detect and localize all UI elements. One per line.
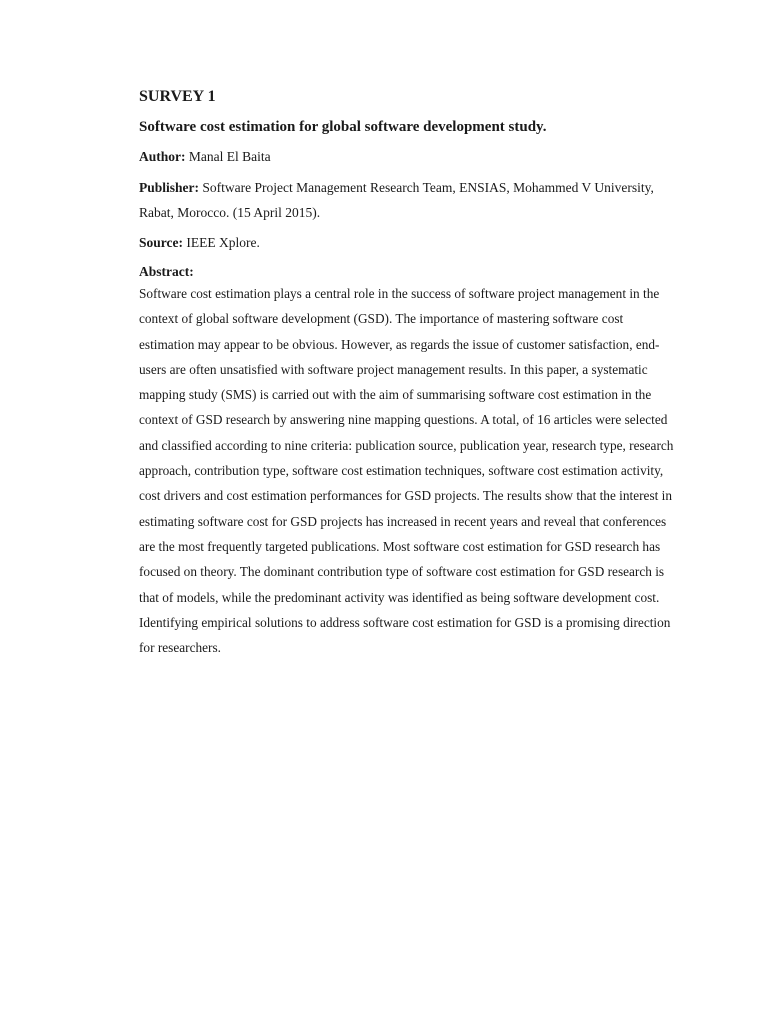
author-line [139,144,679,169]
abstract-text: Software cost estimation plays a central role in the success of software project management in the context of global software development (GSD). The importance of mastering software cost estimation may appear to be obvious. However, as regards the issue of customer satisfaction, end-users are often unsatisfied with software project management results. In this paper, a systematic mapping study (SMS) is carried out with the aim of summarising software cost estimation in the context of GSD research by answering nine mapping questions. A total, of 16 articles were selected and classified according to nine criteria: publication source, publication year, research type, research approach, contribution type, software cost estimation techniques, software cost estimation activity, cost drivers and cost estimation performances for GSD projects. The results show that the interest in estimating software cost for GSD projects has increased in recent years and reveal that conferences are the most frequently targeted publications. Most software cost estimation for GSD research has focused on theory. The dominant contribution type of software cost estimation for GSD research is that of models, while the predominant activity was identified as being software development cost. Identifying empirical solutions to address software cost estimation for GSD is a promising direction for researchers. [139,286,674,656]
study-title: Software cost estimation for global software development study. [139,119,547,135]
author-label: Author: [139,149,186,164]
document-page [139,86,679,660]
source-value: IEEE Xplore. [186,235,260,250]
publisher-value: Software Project Management Research Team, ENSIAS, Mohammed V University, Rabat, Morocco. (15 April 2015). [139,180,654,220]
publisher-label: Publisher: [139,180,200,195]
survey-heading: SURVEY 1 [139,88,216,105]
source-line [139,230,679,255]
source-label: Source: [139,235,183,250]
publisher-line [139,175,679,225]
author-value: Manal El Baita [188,149,271,164]
abstract-label: Abstract: [139,264,194,279]
